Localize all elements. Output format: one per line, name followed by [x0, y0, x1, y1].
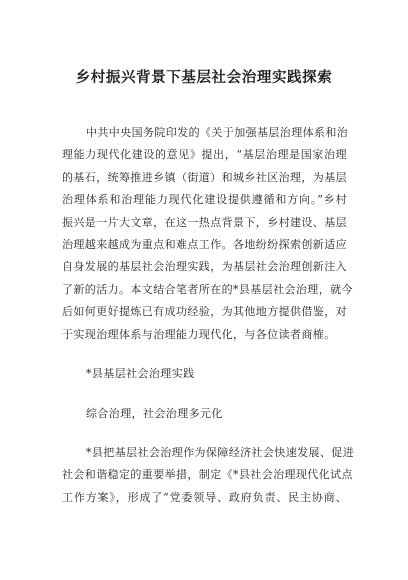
intro-paragraph [62, 122, 353, 346]
paragraph-line: 了新的活力。本文结合笔者所在的*县基层社会治理，就今 [62, 282, 353, 296]
paragraph-line: 理能力现代化建设的意见》提出，“基层治理是国家治理 [62, 148, 347, 162]
paragraph-line: 振兴是一片大文章，在这一热点背景下，乡村建设、基层 [62, 215, 347, 229]
paragraph-line: *县把基层社会治理作为保障经济社会快速发展、促进 [86, 446, 355, 459]
paragraph-line: 中共中央国务院印发的《关于加强基层治理体系和治 [86, 126, 349, 139]
subheading: 综合治理，社会治理多元化 [86, 407, 223, 420]
paragraph-line: 治理越来越成为重点和难点工作。各地纷纷探索创新适应 [62, 238, 347, 252]
paragraph-line: 后如何更好提炼已有成功经验，为其他地方提供借鉴，对 [62, 305, 347, 319]
document-title: 乡村振兴背景下基层社会治理实践探索 [75, 70, 333, 86]
paragraph-line: 社会和谐稳定的重要举措，制定《*县社会治理现代化试点 [62, 468, 353, 482]
paragraph-line: 于实现治理体系与治理能力现代化，与各位读者商榷。 [62, 327, 336, 341]
paragraph-line: 工作方案》，形成了“党委领导、政府负责、民主协商、 [62, 490, 347, 504]
paragraph-line: 的基石，统筹推进乡镇（街道）和城乡社区治理，为基层 [62, 170, 347, 184]
paragraph-line: 自身发展的基层社会治理实践，为基层社会治理创新注入 [62, 260, 347, 274]
section-paragraph [62, 442, 355, 509]
paragraph-line: 治理体系和治理能力现代化建设提供遵循和方向。”乡村 [62, 193, 347, 207]
section-heading: *县基层社会治理实践 [86, 367, 195, 380]
